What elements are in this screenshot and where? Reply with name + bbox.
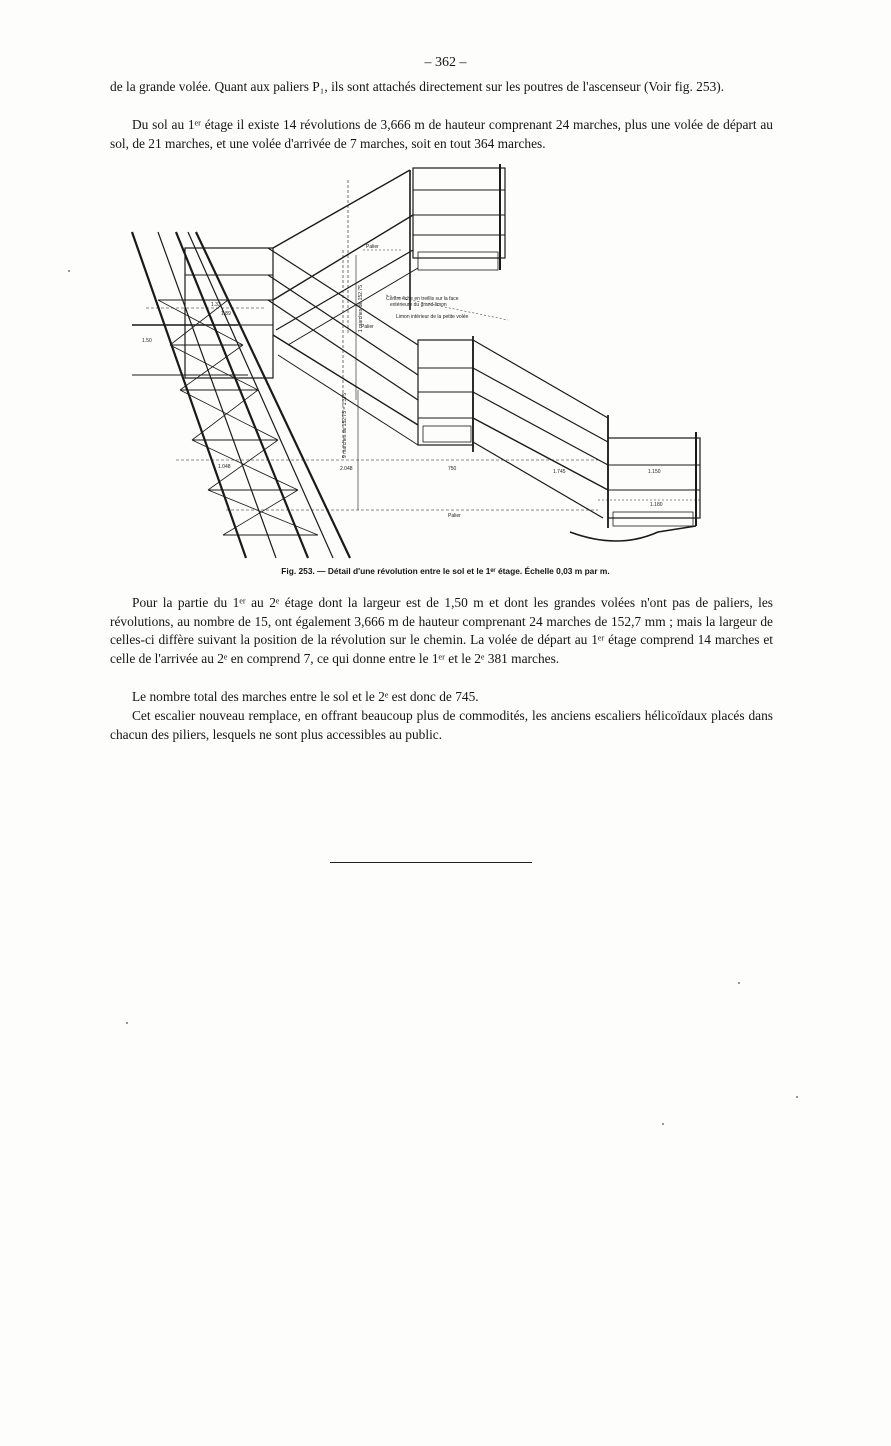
label-dim-1150: 1.150 — [648, 469, 661, 475]
scan-speck — [662, 1123, 664, 1125]
label-vertical-2: 9 marches de 152.75 = 1.375 — [342, 392, 348, 458]
scan-speck — [738, 982, 740, 984]
paragraph-replacement: Cet escalier nouveau remplace, en offrant beaucoup plus de commodités, les anciens escaliers hélicoïdaux placés dans chacun des piliers, lesquels ne sont plus accessibles au public. — [110, 708, 773, 742]
scan-speck — [68, 270, 70, 272]
label-dim-133: 1.33 — [211, 302, 221, 308]
page-number: – 362 – — [424, 55, 467, 70]
label-note-2: extérieure du grand limon — [390, 302, 447, 308]
scan-speck — [796, 1096, 798, 1098]
label-dim-189: 1.89 — [221, 311, 231, 317]
label-dim-2048: 2.048 — [340, 466, 353, 472]
label-palier-top: Palier — [366, 244, 379, 250]
paragraph-continuation: de la grande volée. Quant aux paliers P₁, ils sont attachés directement sur les poutres de l'ascenseur (Voir fig. 253). — [110, 79, 725, 94]
scan-speck — [126, 1022, 128, 1024]
label-dim-1745: 1.745 — [553, 469, 566, 475]
label-palier-bottom: Palier — [448, 513, 461, 519]
label-palier-mid: Palier — [361, 324, 374, 330]
label-dim-1048: 1.048 — [218, 464, 231, 470]
label-vertical-1: 1 marches de 152.75 — [358, 285, 364, 332]
paragraph-total-steps: Le nombre total des marches entre le sol et le 2ᵉ est donc de 745. — [132, 689, 479, 704]
staircase-figure — [118, 160, 718, 560]
label-note-3: Limon intérieur de la petite volée — [396, 314, 469, 320]
staircase-drawing — [132, 164, 700, 558]
figure-caption: Fig. 253. — Détail d'une révolution entre le sol et le 1ᵉʳ étage. Échelle 0,03 m par m. — [281, 566, 610, 576]
label-dim-150: 1.50 — [142, 338, 152, 344]
label-dim-1180: 1.180 — [650, 502, 663, 508]
paragraph-second-floor: Pour la partie du 1ᵉʳ au 2ᵉ étage dont la largeur est de 1,50 m et dont les grandes volées n'ont pas de paliers, les révolutions, au nombre de 15, ont également 3,666 m de hauteur comprenant 24 marches de 152,7 mm ; mais la largeur de celles-ci diffère suivant la position de la révolution sur le chemin. La volée de départ au 1ᵉʳ étage comprend 14 marches et celle de l'arrivée au 2ᵉ en comprend 7, ce qui donne entre le 1ᵉʳ et le 2ᵉ 381 marches. — [110, 595, 773, 666]
paragraph-first-floor-steps: Du sol au 1ᵉʳ étage il existe 14 révolutions de 3,666 m de hauteur comprenant 24 marches, plus une volée de départ au sol, de 21 marches, et une volée d'arrivée de 7 marches, soit en tout 364 marches. — [110, 117, 773, 151]
end-rule — [330, 862, 532, 863]
label-dim-750: 750 — [448, 466, 457, 472]
label-note-1: Contre fiche en treillis sur la face — [386, 296, 459, 302]
